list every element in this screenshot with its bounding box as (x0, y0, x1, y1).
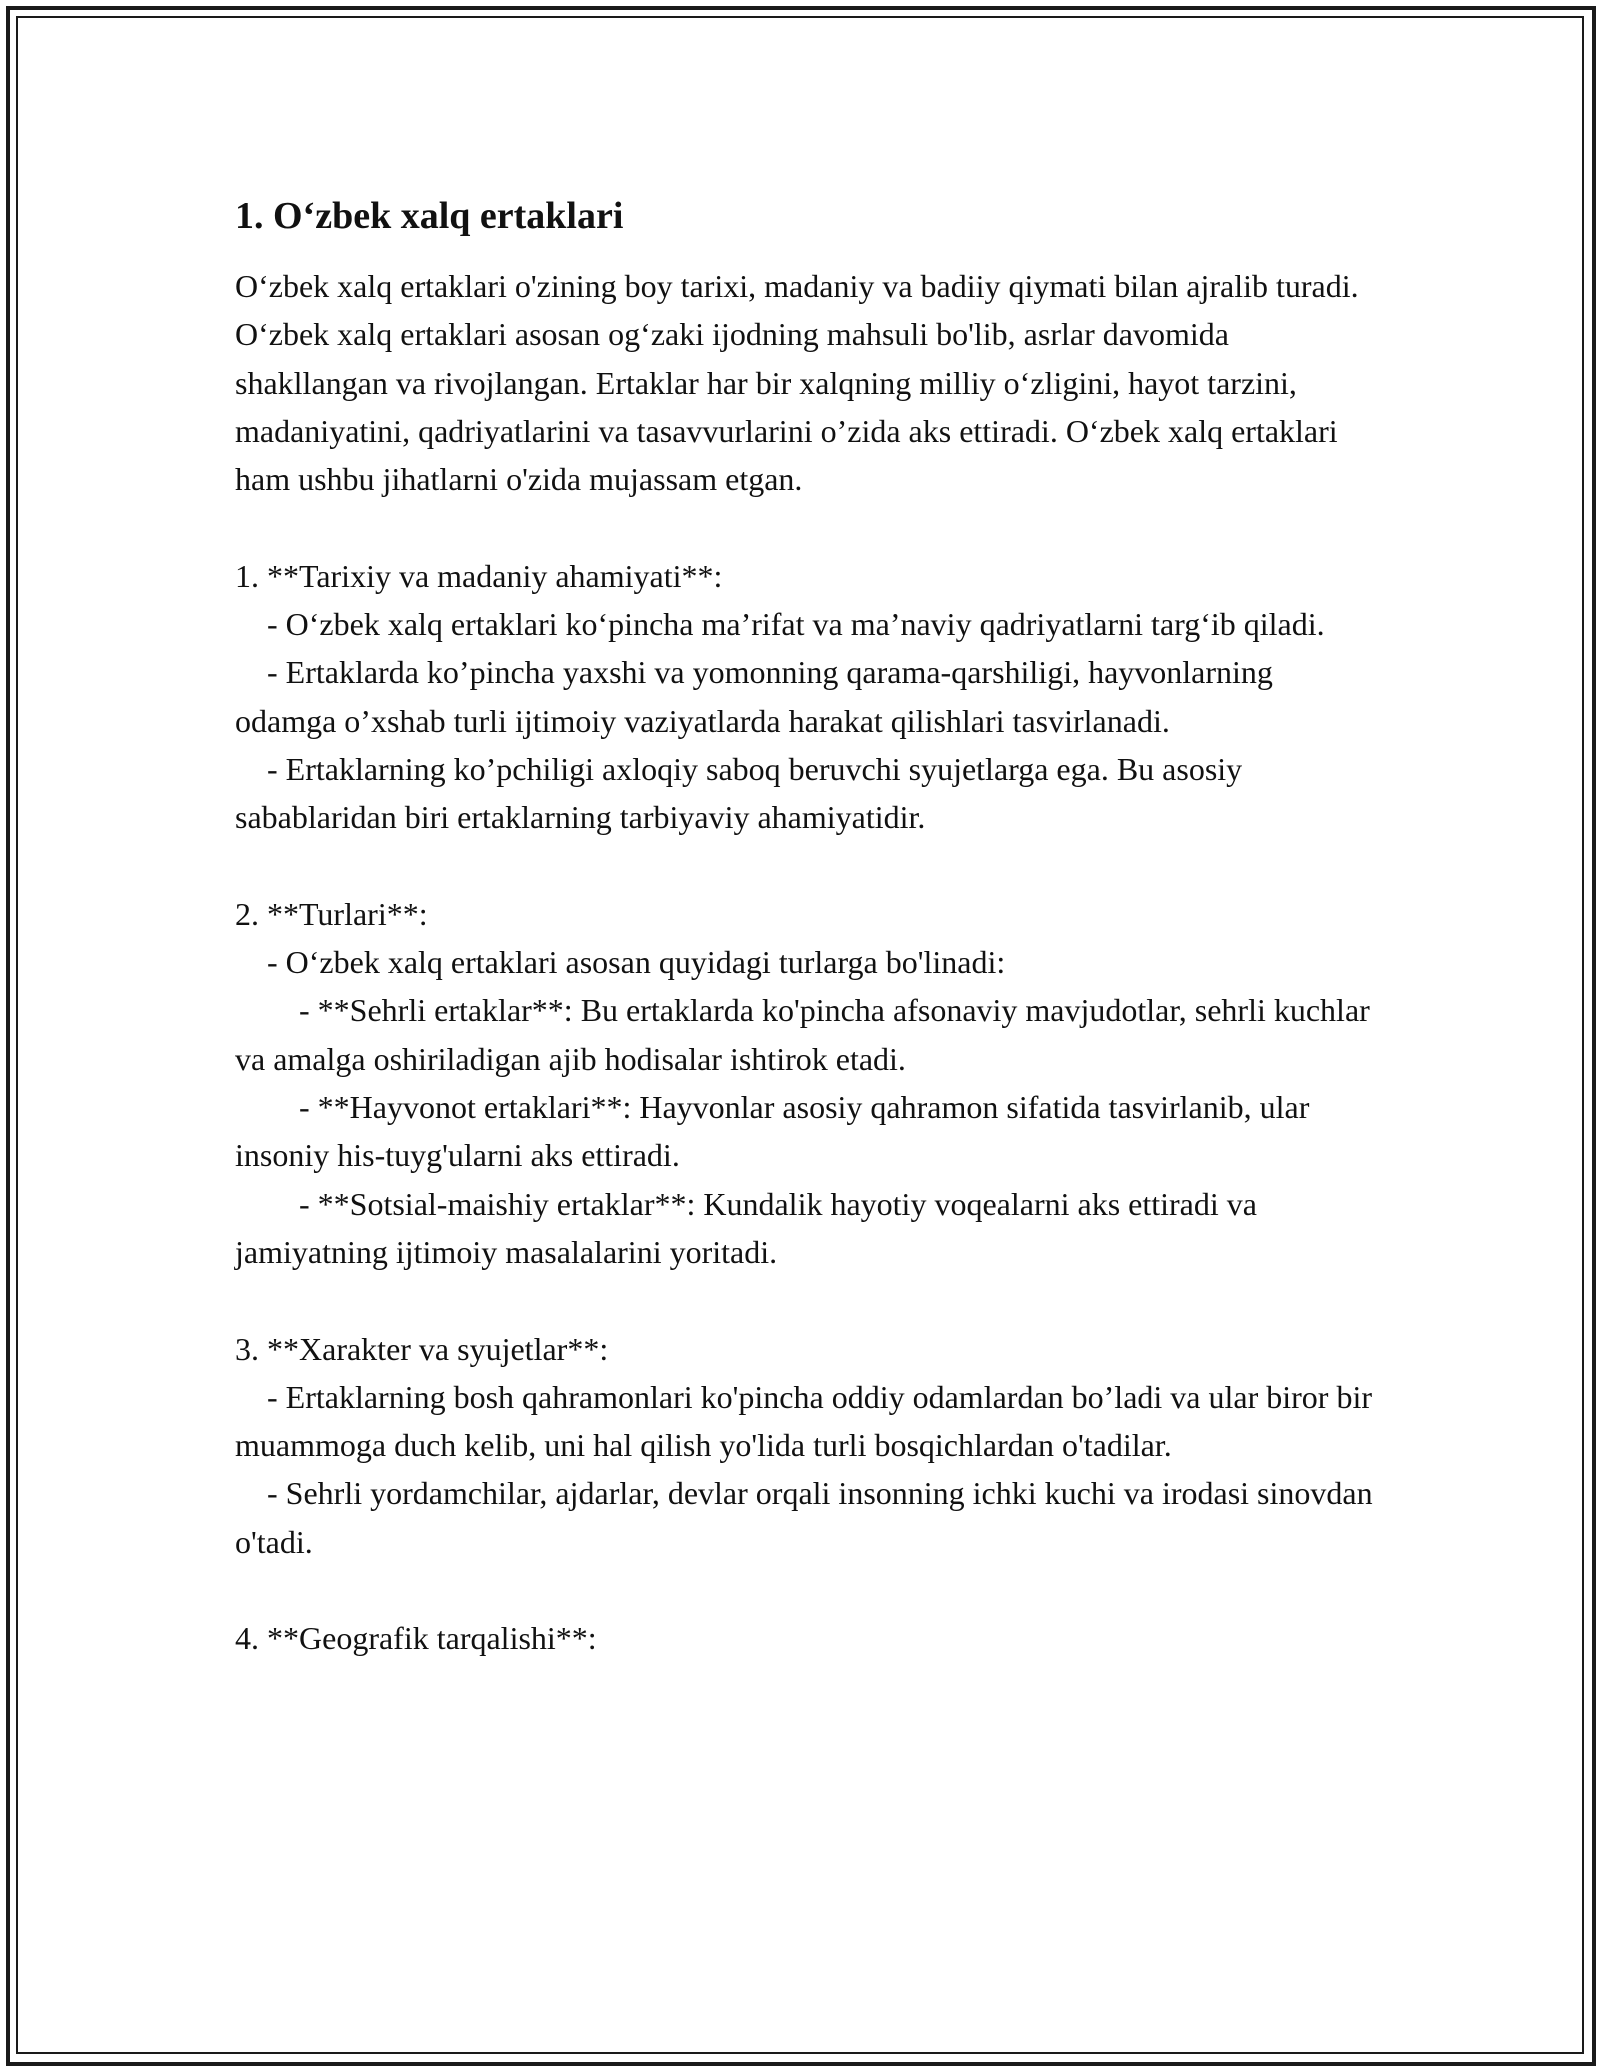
section-1-item-3: - Ertaklarning ko’pchiligi axloqiy saboq beruvchi syujetlarga ega. Bu asosiy sabablaridan biri ertaklarning tarbiyaviy ahamiyatidir. (235, 750, 1251, 836)
section-2-item-1: - O‘zbek xalq ertaklari asosan quyidagi turlarga bo'linadi: (235, 944, 1006, 981)
section-1-heading: 1. **Tarixiy va madaniy ahamiyati**: (235, 557, 723, 594)
blank-line (235, 842, 1375, 890)
section-1-item-2: - Ertaklarda ko’pincha yaxshi va yomonning qarama-qarshiligi, hayvonlarning odamga o’xshab turli ijtimoiy vaziyatlarda harakat qilishlari tasvirlanadi. (235, 654, 1281, 739)
section-3-item-2: - Sehrli yordamchilar, ajdarlar, devlar orqali insonning ichki kuchi va irodasi sinovdan o'tadi. (235, 1475, 1381, 1560)
section-2-item-3: - **Hayvonot ertaklari**: Hayvonlar asosiy qahramon sifatida tasvirlanib, ular insoniy his-tuyg'ularni aks ettiradi. (235, 1089, 1318, 1174)
section-1-item-1: - O‘zbek xalq ertaklari ko‘pincha ma’rifat va ma’naviy qadriyatlarni targ‘ib qiladi. (235, 606, 1325, 643)
blank-line (235, 503, 1375, 551)
blank-line (235, 1276, 1375, 1324)
intro-paragraph: O‘zbek xalq ertaklari o'zining boy tarixi, madaniy va badiiy qiymati bilan ajralib turadi. O‘zbek xalq ertaklari asosan og‘zaki ijodning mahsuli bo'lib, asrlar davomida shakllangan va rivojlangan. Ertaklar har bir xalqning milliy o‘zligini, hayot tarzini, madaniyatini, qadriyatlarini va tasavvurlarini o’zida aks ettiradi. O‘zbek xalq ertaklari ham ushbu jihatlarni o'zida mujassam etgan. (235, 268, 1367, 498)
section-2-heading: 2. **Turlari**: (235, 895, 428, 932)
section-2-item-4: - **Sotsial-maishiy ertaklar**: Kundalik hayotiy voqealarni aks ettiradi va jamiyatning ijtimoiy masalalarini yoritadi. (235, 1185, 1265, 1270)
document-title: 1. O‘zbek xalq ertaklari (235, 195, 624, 237)
section-4-heading: 4. **Geografik tarqalishi**: (235, 1620, 597, 1657)
section-3-heading: 3. **Xarakter va syujetlar**: (235, 1330, 609, 1367)
section-3-item-1: - Ertaklarning bosh qahramonlari ko'pincha oddiy odamlardan bo’ladi va ular biror bir muammoga duch kelib, uni hal qilish yo'lida turli bosqichlardan o'tadilar. (235, 1378, 1380, 1464)
blank-line (235, 1566, 1375, 1614)
document-body (235, 180, 1381, 1663)
section-2-item-2: - **Sehrli ertaklar**: Bu ertaklarda ko'pincha afsonaviy mavjudotlar, sehrli kuchlar va amalga oshiriladigan ajib hodisalar ishtirok etadi. (235, 992, 1378, 1077)
